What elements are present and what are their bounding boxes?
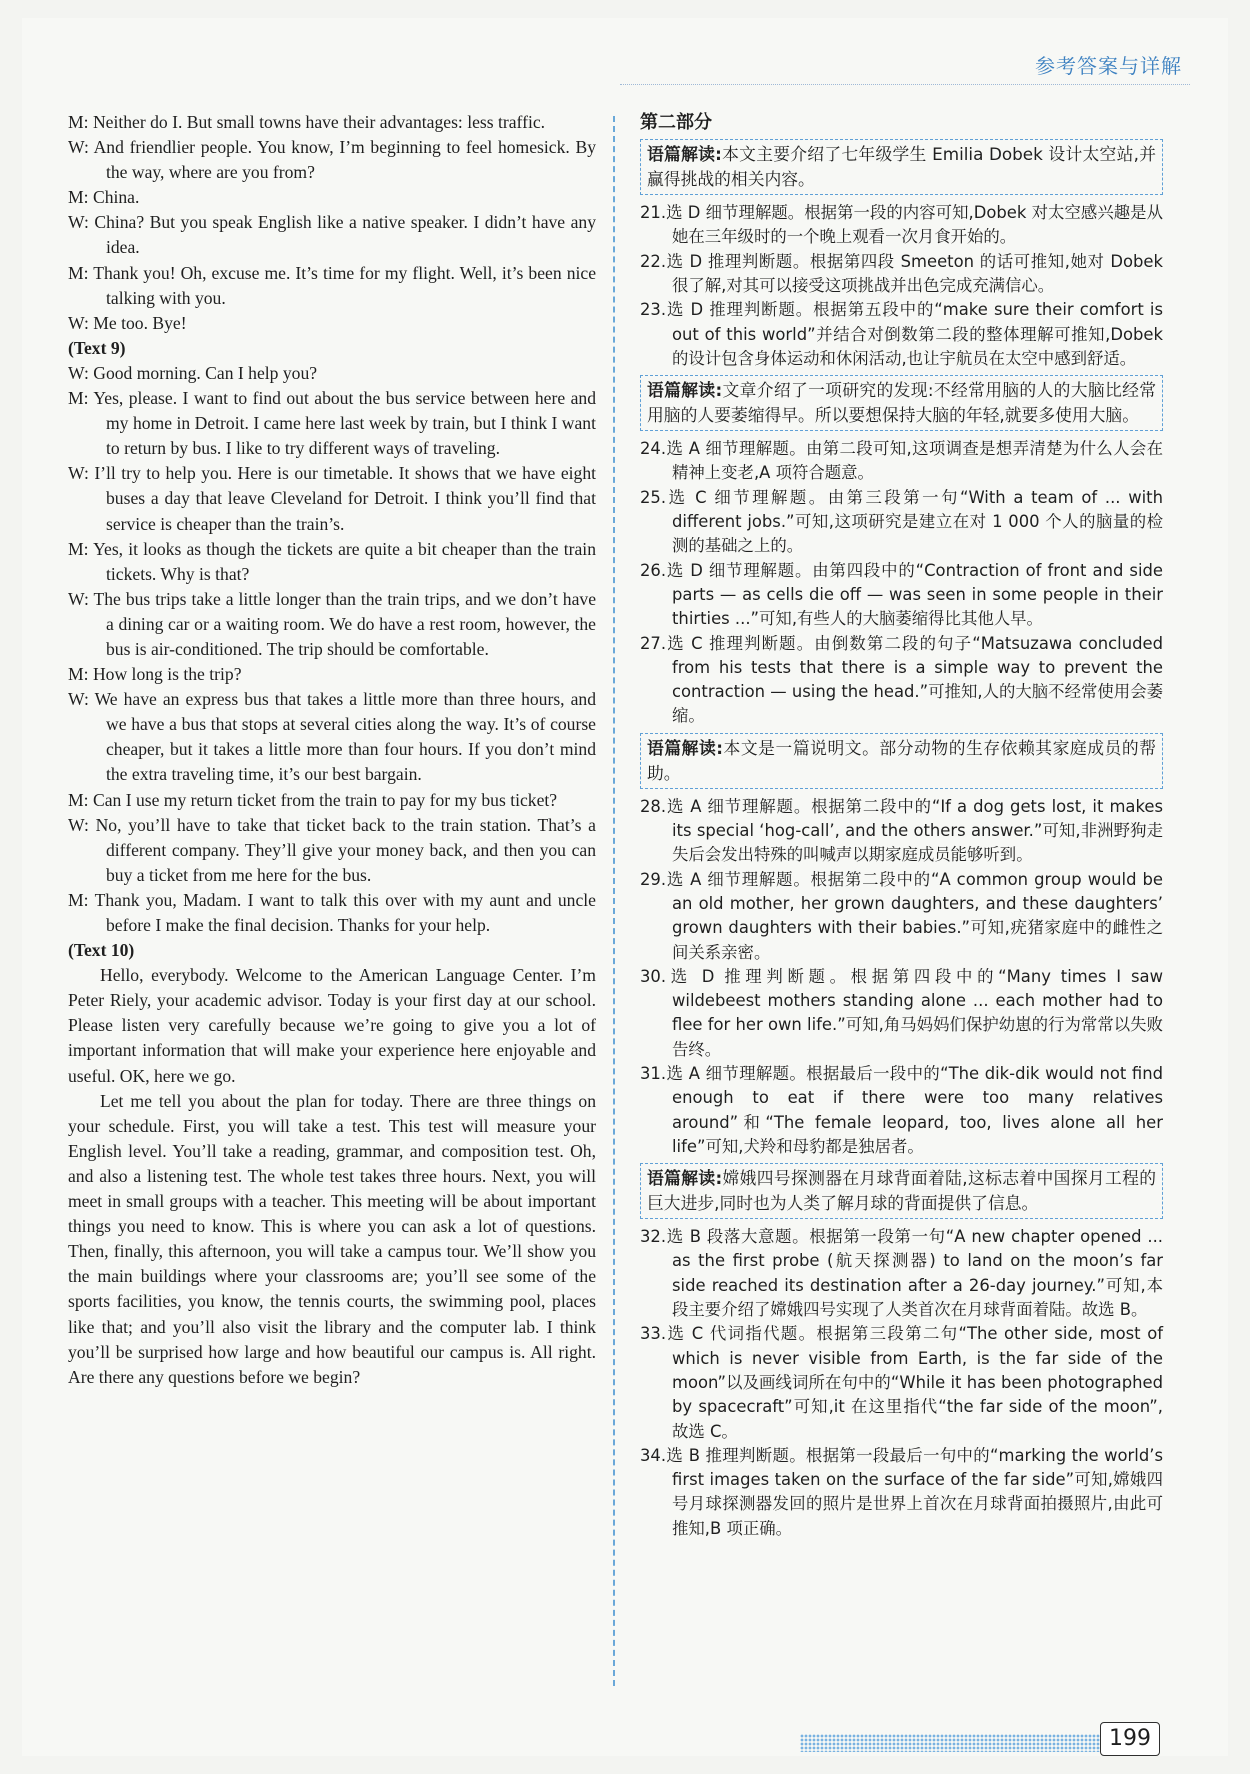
- answer-item: 22.选 D 推理判断题。根据第四段 Smeeton 的话可推知,她对 Dobek 很了解,对其可以接受这项挑战并出色完成充满信心。: [640, 251, 1163, 295]
- summary-box: [640, 375, 1163, 431]
- dialogue-line: W: China? But you speak English like a native speaker. I didn’t have any idea.: [68, 212, 596, 258]
- answer-item: 30.选 D 推理判断题。根据第四段中的“Many times I saw wildebeest mothers standing alone ... each mother had to flee for her own life.”可知,角马妈妈们保护幼崽的行为常常以失败告终。: [640, 966, 1163, 1059]
- dialogue-line: W: No, you’ll have to take that ticket back to the train station. That’s a different company. They’ll give your money back, and then you can buy a ticket from me here for the bus.: [68, 814, 596, 885]
- monologue-paragraph: Hello, everybody. Welcome to the American Language Center. I’m Peter Riely, your academic advisor. Today is your first day at our school. Please listen very carefully because we’re going to give you a lot of important information that will make your experience here enjoyable and useful. OK, here we go.: [68, 965, 596, 1086]
- dialogue-a: [68, 110, 596, 336]
- summary-text: 本文是一篇说明文。部分动物的生存依赖其家庭成员的帮助。: [647, 737, 1156, 783]
- footer-dot-bar: [800, 1734, 1100, 1752]
- summary-label: 语篇解读:: [647, 144, 722, 165]
- text10-label: (Text 10): [68, 940, 135, 961]
- page-number: 199: [1100, 1722, 1160, 1756]
- summary-text: 文章介绍了一项研究的发现:不经常用脑的人的大脑比经常用脑的人要萎缩得早。所以要想保持大脑的年轻,就要多使用大脑。: [647, 380, 1156, 426]
- answer-item: 27.选 C 推理判断题。由倒数第二段的句子“Matsuzawa concluded from his tests that there is a simple way to prevent the contraction — using the head.”可推知,人的大脑不经常使用会萎缩。: [640, 633, 1163, 726]
- dialogue-line: M: Can I use my return ticket from the train to pay for my bus ticket?: [68, 789, 558, 810]
- dialogue-line: M: Neither do I. But small towns have their advantages: less traffic.: [68, 112, 546, 132]
- dialogue-line: W: The bus trips take a little longer than the train trips, and we don’t have a dining car or a waiting room. We do have a rest room, however, the bus is air-conditioned. The trip should be comfortable.: [68, 588, 596, 659]
- dialogue-line: M: Thank you! Oh, excuse me. It’s time for my flight. Well, it’s been nice talking with you.: [68, 262, 597, 308]
- monologue-paragraph: Let me tell you about the plan for today. There are three things on your schedule. First, you will take a test. This test will measure your English level. You’ll take a reading, grammar, and composition test. Oh, and also a listening test. The whole test takes three hours. Next, you will meet in small groups with a teacher. This meeting will be about important things you need to know. This is where you can ask a lot of questions. Then, finally, this afternoon, you will take a campus tour. We’ll show you the main buildings where your classrooms are; you’ll see some of the sports facilities, you know, the tennis courts, the swimming pool, places like that; and you’ll also visit the library and the computer lab. I think you’ll be surprised how large and how beautiful our campus is. All right. Are there any questions before we begin?: [68, 1090, 596, 1387]
- answer-item: 25.选 C 细节理解题。由第三段第一句“With a team of ... with different jobs.”可知,这项研究是建立在对 1 000 个人的脑量的检测的基础之上的。: [640, 487, 1163, 556]
- answer-item: 26.选 D 细节理解题。由第四段中的“Contraction of front and side parts — as cells die off — was seen in some people in their thirties ...”可知,有些人的大脑萎缩得比其他人早。: [640, 560, 1163, 629]
- dialogue-line: M: Yes, please. I want to find out about the bus service between here and my home in Detroit. I came here last week by train, but I think I want to return by bus. I like to try different ways of traveling.: [68, 388, 596, 459]
- dialogue-line: W: Good morning. Can I help you?: [68, 362, 318, 383]
- column-divider: [613, 116, 615, 1686]
- summary-box: [640, 139, 1163, 195]
- answer-item: 32.选 B 段落大意题。根据第一段第一句“A new chapter opened ... as the first probe (航天探测器) to land on the moon’s far side reached its destination after a 26-day journey.”可知,本段主要介绍了嫦娥四号实现了人类首次在月球背面着陆。故选 B。: [640, 1227, 1163, 1320]
- answer-item: 34.选 B 推理判断题。根据第一段最后一句中的“marking the world’s first images taken on the surface of the far side”可知,嫦娥四号月球探测器发回的照片是世界上首次在月球背面拍摄照片,由此可推知,B 项正确。: [640, 1445, 1163, 1538]
- answer-item: 21.选 D 细节理解题。根据第一段的内容可知,Dobek 对太空感兴趣是从她在三年级时的一个晚上观看一次月食开始的。: [640, 203, 1163, 247]
- passage-1: [640, 139, 1163, 371]
- section-title: 第二部分: [640, 112, 712, 133]
- dialogue-line: M: Thank you, Madam. I want to talk this over with my aunt and uncle before I make the final decision. Thanks for your help.: [68, 889, 596, 935]
- header-title: 参考答案与详解: [1035, 54, 1182, 78]
- passage-4: [640, 1163, 1163, 1541]
- summary-box: [640, 733, 1163, 789]
- summary-label: 语篇解读:: [647, 737, 723, 758]
- answer-item: 24.选 A 细节理解题。由第二段可知,这项调查是想弄清楚为什么人会在精神上变老,A 项符合题意。: [640, 439, 1163, 483]
- summary-label: 语篇解读:: [647, 1168, 723, 1189]
- left-column: [68, 110, 596, 1390]
- answer-item: 31.选 A 细节理解题。根据最后一段中的“The dik-dik would not find enough to eat if there were too many relatives around”和“The female leopard, too, lives alone all her life”可知,犬羚和母豹都是独居者。: [640, 1064, 1163, 1156]
- passage-3: [640, 733, 1163, 1159]
- dialogue-line: M: Yes, it looks as though the tickets are quite a bit cheaper than the train tickets. Why is that?: [68, 538, 596, 584]
- summary-text: 本文主要介绍了七年级学生 Emilia Dobek 设计太空站,并赢得挑战的相关内容。: [647, 144, 1156, 190]
- right-column: [640, 110, 1163, 1541]
- dialogue-line: W: I’ll try to help you. Here is our timetable. It shows that we have eight buses a day that leave Cleveland for Detroit. I think you’ll find that service is cheaper than the train’s.: [68, 463, 597, 534]
- dialogue-line: W: Me too. Bye!: [68, 312, 187, 333]
- dialogue-line: W: We have an express bus that takes a little more than three hours, and we have a bus that stops at several cities along the way. It’s of course cheaper, but it takes a little more than four hours. If you don’t mind the extra traveling time, it’s our best bargain.: [68, 689, 596, 785]
- answer-item: 29.选 A 细节理解题。根据第二段中的“A common group would be an old mother, her grown daughters, and these daughters’ grown daughters with their babies.”可知,疣猪家庭中的雌性之间关系亲密。: [640, 869, 1163, 962]
- answer-item: 23.选 D 推理判断题。根据第五段中的“make sure their comfort is out of this world”并结合对倒数第二段的整体理解可推知,Dobek 的设计包含身体运动和休闲活动,也让宇航员在太空中感到舒适。: [640, 300, 1163, 368]
- summary-label: 语篇解读:: [647, 380, 723, 401]
- header-rule: [620, 84, 1190, 85]
- summary-text: 嫦娥四号探测器在月球背面着陆,这标志着中国探月工程的巨大进步,同时也为人类了解月球的背面提供了信息。: [647, 1168, 1156, 1214]
- passage-2: [640, 375, 1163, 729]
- dialogue-line: W: And friendlier people. You know, I’m beginning to feel homesick. By the way, where are you from?: [68, 137, 596, 183]
- dialogue-b: [68, 361, 596, 938]
- answer-item: 33.选 C 代词指代题。根据第三段第二句“The other side, most of which is never visible from Earth, is the far side of the moon”以及画线词所在句中的“While it has been photographed by spacecraft”可知,it 在这里指代“the far side of the moon”,故选 C。: [640, 1324, 1163, 1441]
- dialogue-line: M: China.: [68, 187, 140, 208]
- summary-box: [640, 1163, 1163, 1219]
- text9-label: (Text 9): [68, 337, 126, 358]
- dialogue-line: M: How long is the trip?: [68, 664, 242, 685]
- answer-item: 28.选 A 细节理解题。根据第二段中的“If a dog gets lost, it makes its special ‘hog-call’, and the others answer.”可知,非洲野狗走失后会发出特殊的叫喊声以期家庭成员能够听到。: [640, 796, 1163, 865]
